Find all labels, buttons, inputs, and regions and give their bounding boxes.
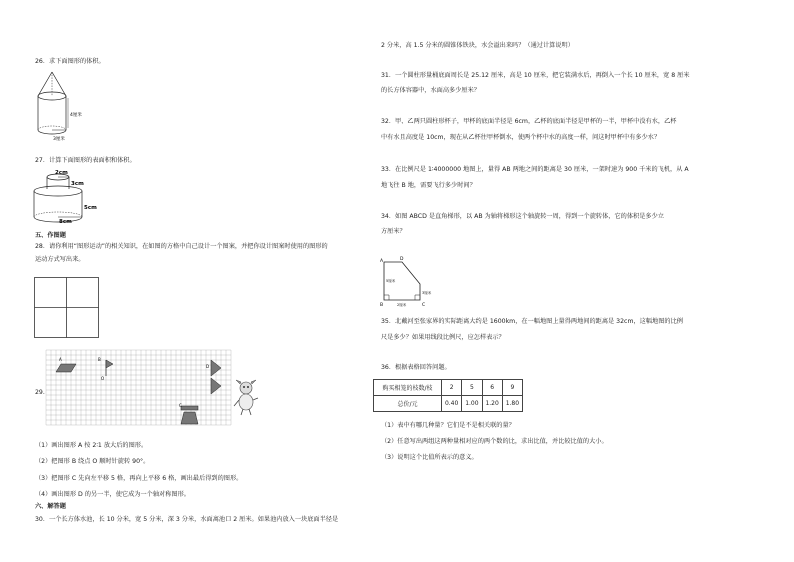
question-32-line1: 32．甲、乙两只圆柱形杯子，甲杯的底面半径是 6cm，乙杯的底面半径是甲杯的一半，甲杯中没有水，乙杯: [381, 118, 677, 125]
cartoon-character-image: [232, 378, 262, 418]
shape-a: [56, 364, 76, 372]
question-27: 27．计算下面图形的表面积和体积。: [35, 157, 136, 164]
table-cell: 0.40: [442, 396, 462, 412]
height-label: 4厘米: [70, 113, 82, 118]
side-bc-label: 2厘米: [397, 303, 407, 307]
label-o: O: [101, 376, 105, 381]
question-35-line2: 尺是多少？如果用线段比例尺，应怎样表示？: [381, 334, 505, 341]
label-b: B: [98, 357, 101, 362]
price-table: [373, 379, 523, 412]
vertex-c: C: [422, 303, 426, 308]
table-row: [374, 396, 523, 412]
section-5-heading: 五、作图题: [35, 232, 66, 239]
question-36-item-3: （3）说明这个比值所表示的意义。: [381, 454, 478, 461]
shape-b: [106, 360, 113, 368]
question-36: 36．根据表格回答问题。: [381, 364, 451, 371]
question-29-item-3: （3）把图形 C 先向左平移 5 格，再向上平移 6 格，画出最后得到的图形。: [35, 475, 243, 482]
side-ab-label: 5厘米: [386, 279, 396, 283]
bottom-height-label: 5cm: [84, 205, 97, 211]
question-28-line1: 28．请你利用“图形运动”的相关知识，在如图的方格中自己设计一个图案，并把你设计图案时使用的图形的: [35, 243, 328, 250]
vertex-a: A: [380, 259, 384, 264]
top-height-label: 3cm: [71, 181, 84, 187]
question-30: 30．一个长方体水池，长 10 分米，宽 5 分米，深 3 分米，水面离池口 2 厘米。如果池内放入一块底面半径是: [35, 516, 339, 523]
question-36-item-1: （1）表中有哪几种量？它们是不是相关联的量？: [381, 422, 515, 429]
bottom-width-label: 8cm: [59, 219, 72, 225]
label-d: D: [206, 364, 210, 369]
question-32-line2: 中有水且高度是 10cm，现在从乙杯往甲杯倒水，使两个杯中水的高度一样，问这时甲杯中有多少水？: [381, 134, 661, 141]
cylinder-cone-figure: [32, 68, 92, 158]
question-36-item-2: （2）任意写出两组这两种量相对应的两个数的比，求出比值，并比较比值的大小。: [381, 438, 608, 445]
table-cell: 1.00: [462, 396, 482, 412]
question-35-line1: 35．北戴河至张家界的实际距离大约是 1600km，在一幅地图上量得两地间的距离是 32cm，这幅地图的比例: [381, 318, 683, 325]
stacked-cylinders-figure: [30, 167, 105, 229]
transformation-grid: [46, 350, 236, 430]
question-29-item-2: （2）把图形 B 绕点 O 顺时针旋转 90°。: [35, 458, 150, 465]
question-29-item-4: （4）画出图形 D 的另一半，使它成为一个轴对称图形。: [35, 491, 190, 498]
label-a: A: [59, 357, 62, 362]
table-row-label: 购买相笼的枝数/枝: [374, 380, 442, 396]
right-trapezoid-figure: [370, 244, 440, 310]
question-28-line2: 运动方式写出来。: [35, 256, 85, 263]
table-cell: 1.20: [482, 396, 502, 412]
question-33-line1: 33．在比例尺是 1∶4000000 地图上，量得 AB 两地之间的距离是 30 厘米，一架时速为 900 千米的飞机，从 A: [381, 166, 689, 173]
question-29: 29.: [35, 389, 45, 396]
table-row: [374, 380, 523, 396]
radius-label: 3厘米: [53, 137, 65, 142]
question-31-line2: 的长方体容器中，水面高多少厘米？: [381, 87, 480, 94]
question-29-item-1: （1）画出图形 A 按 2∶1 放大后的图形。: [35, 442, 148, 449]
question-33-line2: 地飞往 B 地，需要飞行多少时间？: [381, 182, 476, 189]
vertex-d: D: [400, 257, 404, 262]
table-cell: 2: [442, 380, 462, 396]
question-30-continued: 2 分米，高 1.5 分米的圆锥体铁块，水会溢出来吗？（通过计算说明）: [381, 42, 574, 49]
shape-c-top: [181, 406, 198, 410]
question-31-line1: 31．一个圆柱形量桶底面周长是 25.12 厘米，高是 10 厘米，把它装满水后，再倒入一个长 10 厘米，宽 8 厘米: [381, 72, 690, 79]
question-34-line2: 方厘米？: [381, 228, 406, 235]
section-6-heading: 六、解答题: [35, 503, 66, 510]
question-34-line1: 34．如图 ABCD 是直角梯形，以 AB 为轴将梯形这个轴旋转一周，得到一个旋转体，它的体积是多少立: [381, 213, 664, 220]
table-cell: 1.80: [502, 396, 522, 412]
top-width-label: 2cm: [55, 170, 68, 176]
table-cell: 5: [462, 380, 482, 396]
table-row-label: 总价/元: [374, 396, 442, 412]
label-c: C: [179, 403, 182, 408]
table-cell: 6: [482, 380, 502, 396]
table-cell: 9: [502, 380, 522, 396]
vertex-b: B: [380, 303, 384, 308]
shape-c-body: [181, 412, 198, 424]
side-cd-label: 3厘米: [422, 291, 432, 295]
question-26: 26．求下面图形的体积。: [35, 58, 105, 65]
design-square-grid: [34, 277, 100, 339]
